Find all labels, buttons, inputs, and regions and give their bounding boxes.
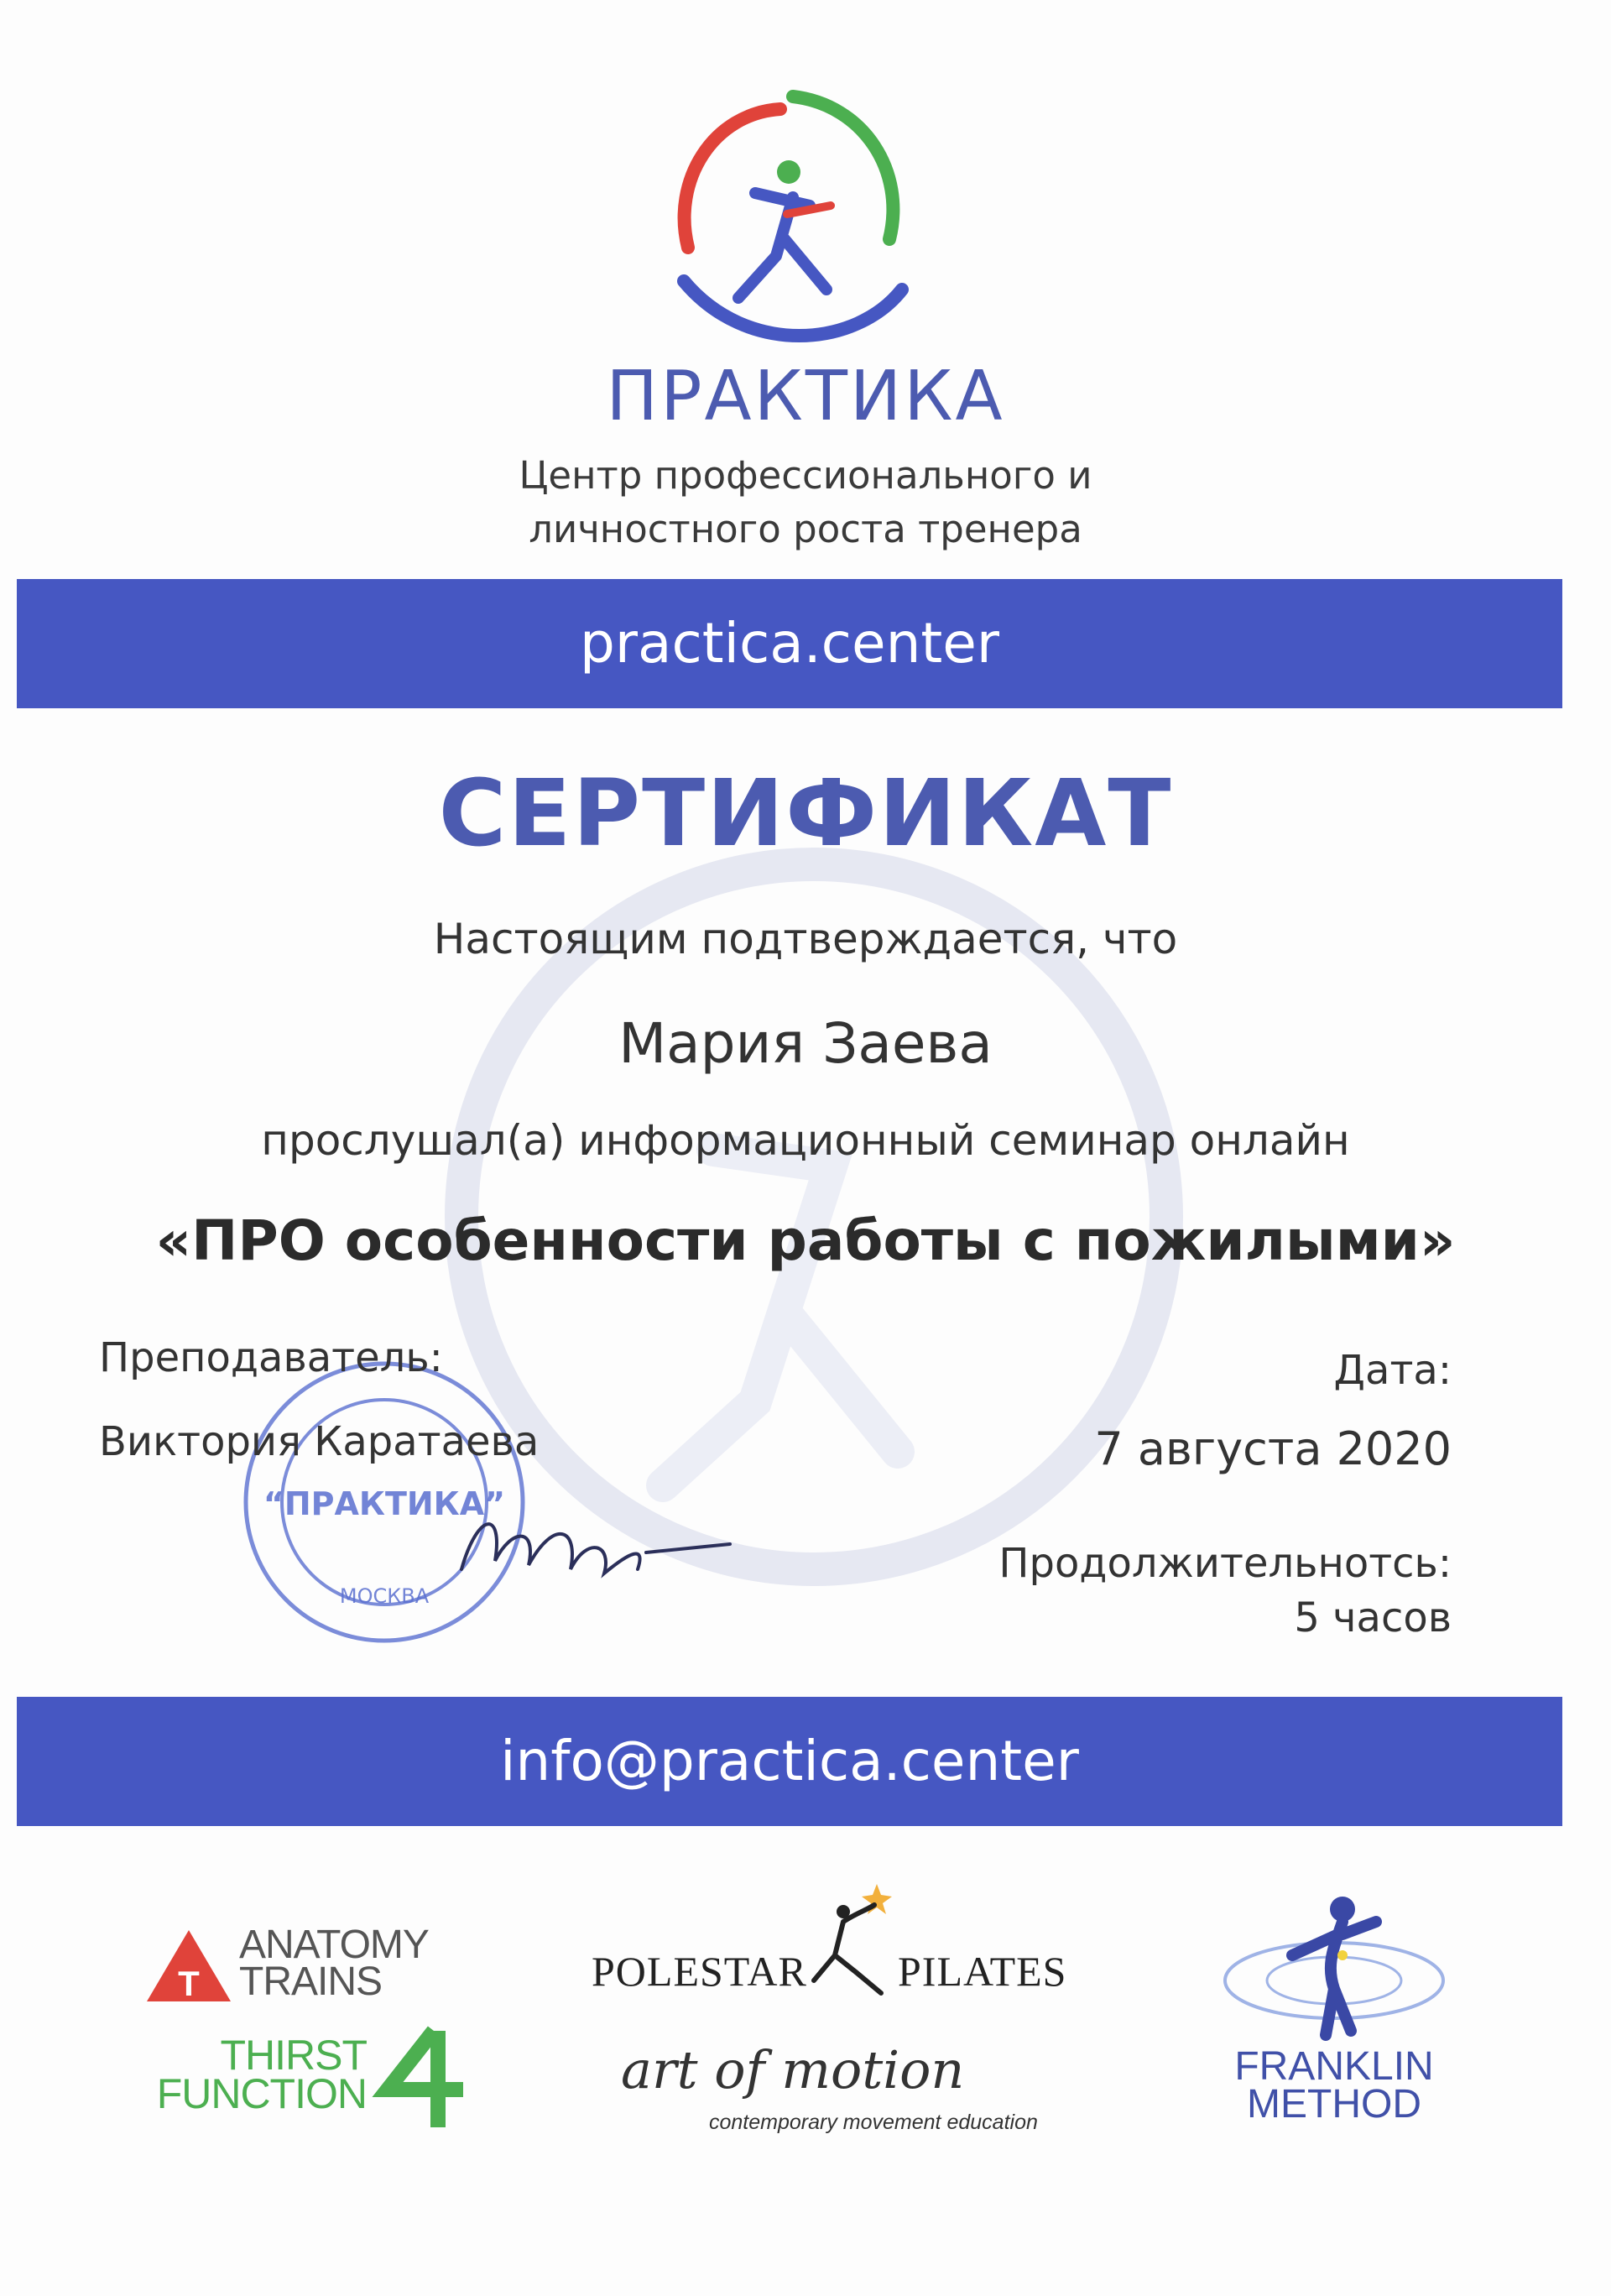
art-of-motion-wordmark: art of motion	[621, 2039, 965, 2100]
teacher-name: Виктория Каратаева	[99, 1418, 540, 1465]
thirst-function-word-1: THIRST	[220, 2032, 367, 2079]
anatomy-trains-triangle-icon	[147, 1930, 231, 2006]
confirm-text: Настоящим подтверждается, что	[433, 915, 1178, 963]
thirst-function-word-2: FUNCTION	[156, 2070, 367, 2117]
thirst-function-logo	[153, 2031, 472, 2140]
franklin-figure-icon	[1208, 1888, 1460, 2048]
duration-value: 5 часов	[1294, 1594, 1452, 1641]
polestar-figure-icon	[806, 1880, 898, 2006]
polestar-word: POLESTAR	[592, 1948, 807, 1995]
teacher-label: Преподаватель:	[99, 1334, 443, 1381]
date-label: Дата:	[1333, 1347, 1452, 1394]
tagline-line-1: Центр профессионального и	[519, 453, 1092, 498]
art-of-motion-tagline: contemporary movement education	[709, 2111, 1038, 2134]
seminar-name: «ПРО особенности работы с пожилыми»	[155, 1208, 1456, 1273]
website-link[interactable]: practica.center	[17, 579, 1562, 708]
thirst-function-four-icon	[371, 2022, 472, 2132]
practika-logo-icon	[638, 80, 940, 357]
signature	[445, 1494, 747, 1594]
method-word: METHOD	[1247, 2082, 1421, 2126]
franklin-method-logo	[1208, 1888, 1460, 2140]
anatomy-trains-word-2: TRAINS	[239, 1959, 383, 2004]
anatomy-trains-word-1: ANATOMY	[239, 1923, 429, 1967]
franklin-word: FRANKLIN	[1234, 2044, 1434, 2089]
polestar-pilates-logo	[592, 1880, 1095, 2006]
stamp-city-text: МОСКВА	[339, 1584, 430, 1608]
email-link[interactable]: info@practica.center	[17, 1697, 1562, 1826]
seminar-description: прослушал(а) информационный семинар онлайн	[261, 1116, 1350, 1165]
stamp-center-text: “ПРАКТИКА”	[263, 1485, 506, 1522]
brand-name: ПРАКТИКА	[606, 357, 1005, 436]
duration-label: Продолжительнотсь:	[998, 1540, 1452, 1587]
anatomy-trains-logo	[147, 1922, 482, 2006]
recipient-name: Мария Заева	[618, 1011, 993, 1076]
tagline-line-2: личностного роста тренера	[529, 507, 1082, 551]
art-of-motion-logo	[621, 2039, 1091, 2148]
pilates-word: PILATES	[898, 1948, 1067, 1995]
certificate-title: СЕРТИФИКАТ	[438, 759, 1173, 867]
svg-text:T: T	[178, 1964, 200, 2003]
date-value: 7 августа 2020	[1094, 1422, 1452, 1475]
